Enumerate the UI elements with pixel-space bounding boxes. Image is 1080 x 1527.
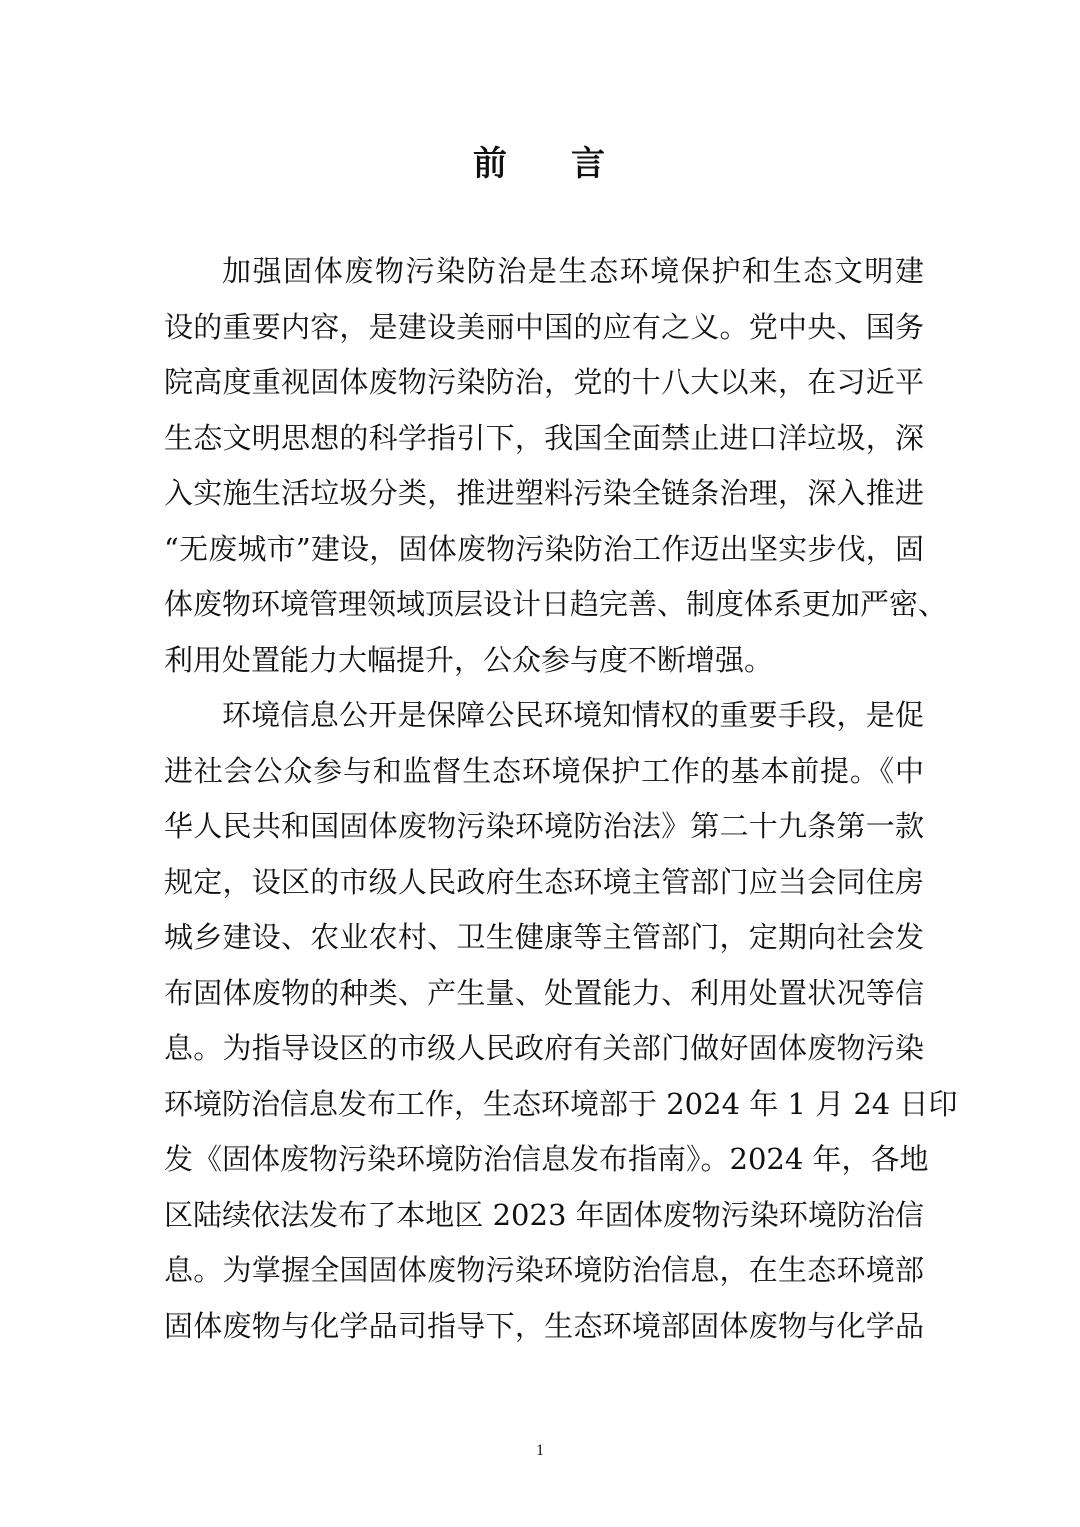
text-line: 息。为指导设区的市级人民政府有关部门做好固体废物污染 — [164, 1031, 924, 1065]
text-line: “无废城市”建设，固体废物污染防治工作迈出坚实步伐，固 — [164, 531, 924, 566]
text-line: 布固体废物的种类、产生量、处置能力、利用处置状况等信 — [164, 975, 924, 1010]
text-line: 进社会公众参与和监督生态环境保护工作的基本前提。《中 — [164, 753, 924, 788]
paragraph-1 — [164, 244, 948, 688]
text-line: 华人民共和国固体废物污染环境防治法》第二十九条第一款 — [164, 809, 924, 843]
text-line: 院高度重视固体废物污染防治，党的十八大以来，在习近平 — [164, 365, 924, 399]
title-char-1: 前 — [473, 144, 509, 184]
page-title — [0, 138, 1080, 190]
text-line: 环境防治信息发布工作，生态环境部于 2024 年 1 月 24 日印 — [164, 1086, 958, 1121]
page-number: 1 — [536, 1442, 544, 1459]
text-line: 发《固体废物污染环境防治信息发布指南》。2024 年，各地 — [164, 1142, 929, 1176]
text-line: 入实施生活垃圾分类，推进塑料污染全链条治理，深入推进 — [164, 476, 924, 510]
text-line: 区陆续依法发布了本地区 2023 年固体废物污染环境防治信 — [164, 1197, 924, 1232]
text-line: 生态文明思想的科学指引下，我国全面禁止进口洋垃圾，深 — [164, 420, 924, 455]
text-line: 息。为掌握全国固体废物污染环境防治信息，在生态环境部 — [164, 1253, 924, 1287]
title-char-2: 言 — [571, 144, 607, 184]
document-body — [164, 244, 958, 1354]
text-line: 规定，设区的市级人民政府生态环境主管部门应当会同住房 — [164, 864, 924, 899]
text-line: 加强固体废物污染防治是生态环境保护和生态文明建 — [222, 254, 924, 288]
paragraph-2 — [164, 688, 958, 1354]
text-line: 固体废物与化学品司指导下，生态环境部固体废物与化学品 — [164, 1308, 924, 1343]
text-line: 环境信息公开是保障公民环境知情权的重要手段，是促 — [222, 698, 924, 732]
text-line: 利用处置能力大幅提升，公众参与度不断增强。 — [164, 642, 774, 677]
text-line: 城乡建设、农业农村、卫生健康等主管部门，定期向社会发 — [164, 920, 924, 954]
text-line: 设的重要内容，是建设美丽中国的应有之义。党中央、国务 — [164, 309, 924, 344]
text-line: 体废物环境管理领域顶层设计日趋完善、制度体系更加严密、 — [164, 587, 948, 621]
